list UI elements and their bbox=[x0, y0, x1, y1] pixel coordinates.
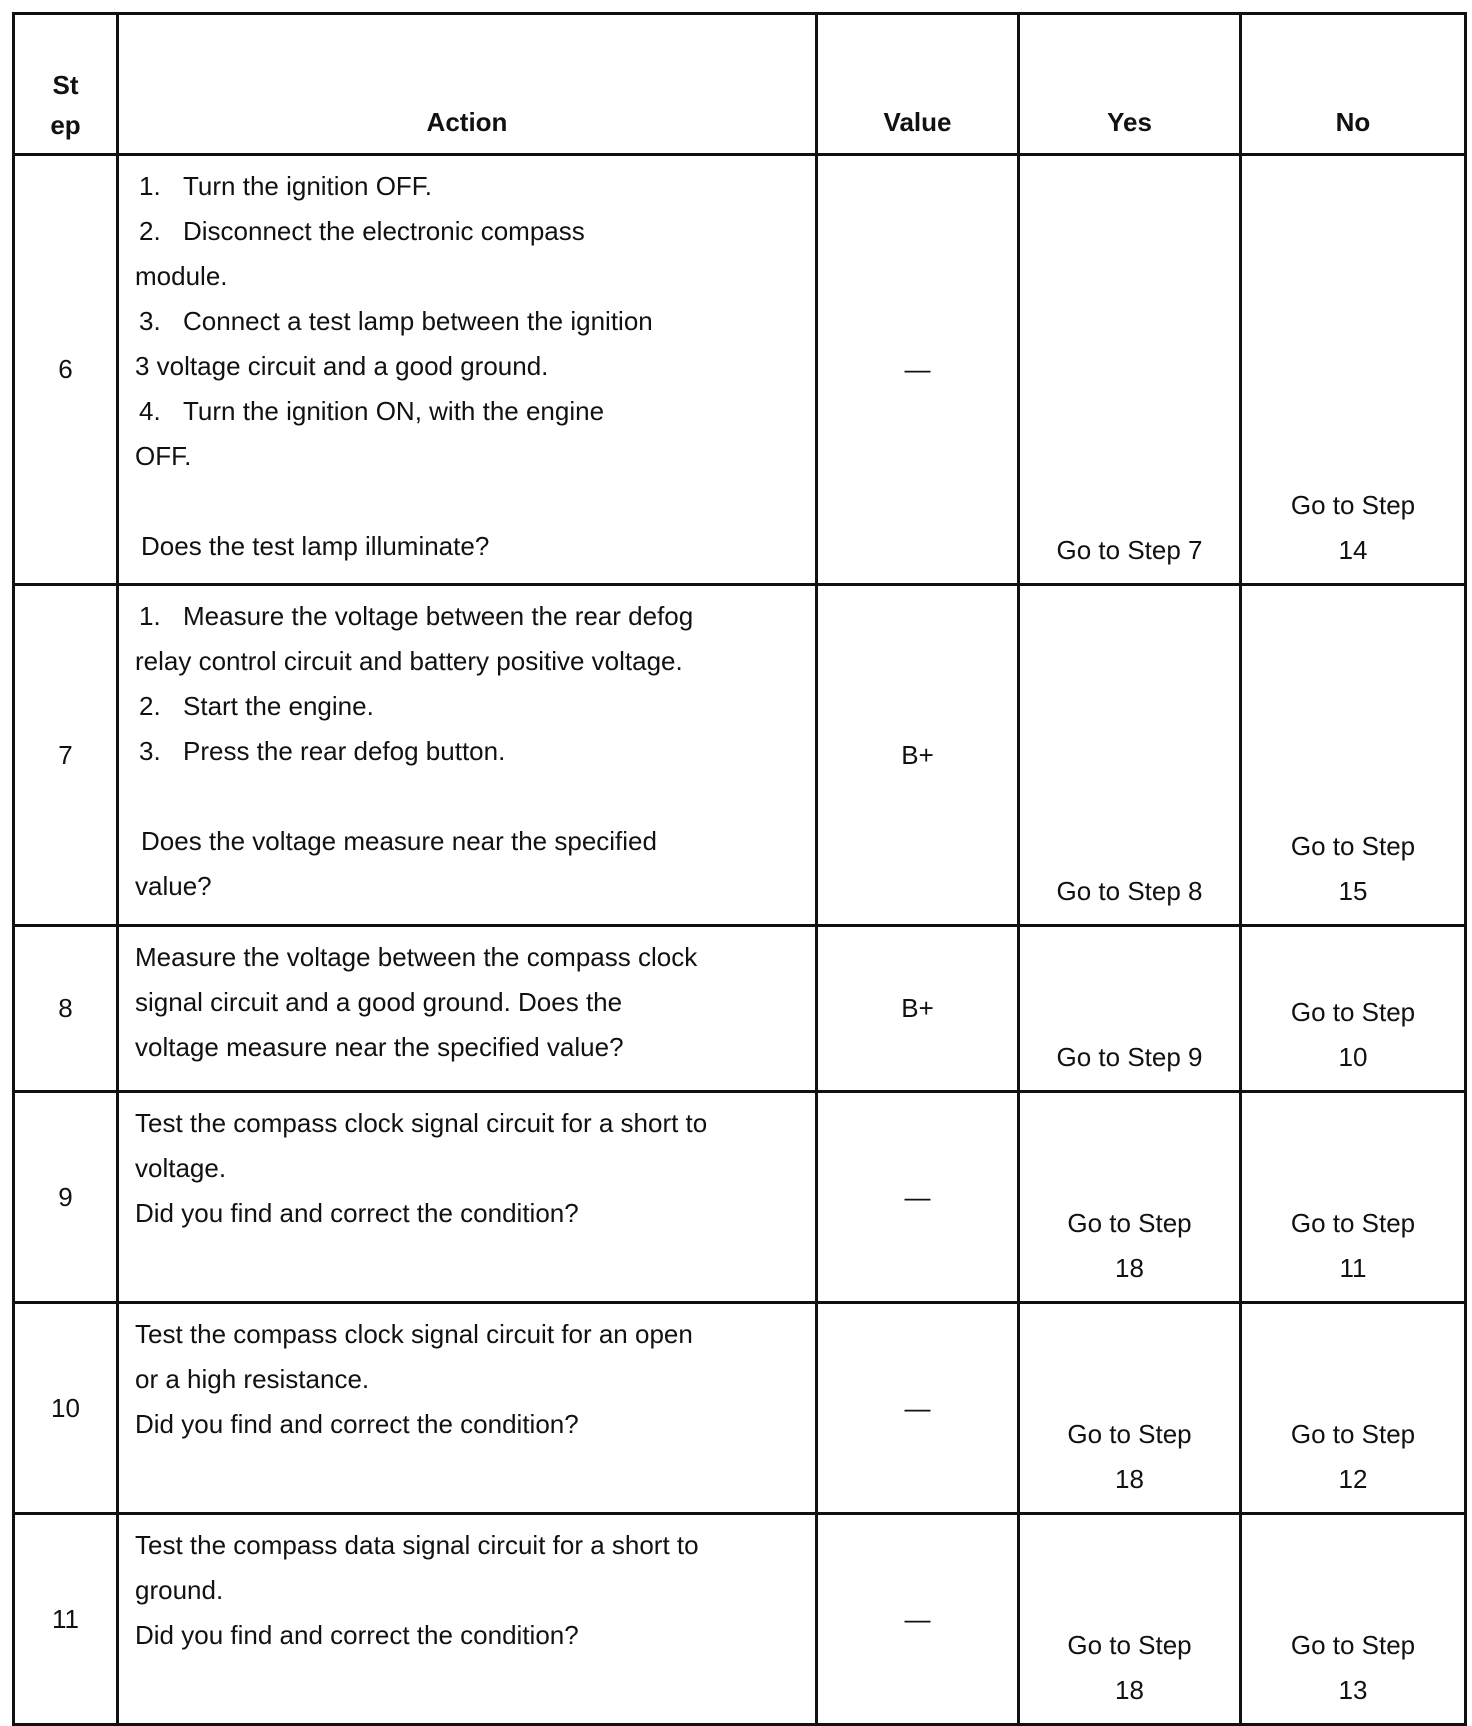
item-text: Measure the voltage between the rear defog bbox=[183, 601, 694, 631]
action-text: voltage. bbox=[135, 1153, 227, 1183]
yes-text: Go to Step 9 bbox=[1056, 1042, 1203, 1072]
header-step-line-2: ep bbox=[50, 110, 81, 140]
item-number: 1. bbox=[139, 601, 161, 631]
action-cell bbox=[118, 1303, 817, 1514]
yes-cell bbox=[1019, 1092, 1241, 1303]
action-line bbox=[135, 594, 801, 639]
diagnostic-table bbox=[12, 12, 1467, 1726]
action-text: Did you find and correct the condition? bbox=[135, 1409, 579, 1439]
action-text: Test the compass clock signal circuit for an open bbox=[135, 1319, 693, 1349]
yes-text: Go to Step bbox=[1067, 1208, 1192, 1238]
yes-text: Go to Step 8 bbox=[1056, 876, 1203, 906]
item-text: Connect a test lamp between the ignition bbox=[183, 306, 653, 336]
action-text: Test the compass data signal circuit for a short to bbox=[135, 1530, 699, 1560]
question-text: value? bbox=[135, 871, 212, 901]
header-action: Action bbox=[118, 14, 817, 155]
table-row bbox=[14, 1092, 1466, 1303]
value-cell: — bbox=[817, 1303, 1019, 1514]
no-text: Go to Step bbox=[1290, 1419, 1416, 1449]
yes-step-number: 18 bbox=[1115, 1253, 1144, 1283]
no-text: Go to Step bbox=[1290, 1208, 1416, 1238]
step-number: 7 bbox=[14, 585, 118, 926]
no-text: Go to Step bbox=[1290, 997, 1416, 1027]
item-number: 3. bbox=[139, 736, 161, 766]
yes-cell bbox=[1019, 1514, 1241, 1725]
no-cell bbox=[1241, 155, 1466, 585]
table-row bbox=[14, 155, 1466, 585]
no-text: Go to Step bbox=[1290, 831, 1416, 861]
value-cell: B+ bbox=[817, 585, 1019, 926]
value-cell: — bbox=[817, 155, 1019, 585]
action-cell bbox=[118, 155, 817, 585]
yes-text: Go to Step bbox=[1067, 1419, 1192, 1449]
yes-cell bbox=[1019, 1303, 1241, 1514]
question-text: Does the voltage measure near the specified bbox=[141, 826, 657, 856]
value-cell: B+ bbox=[817, 926, 1019, 1092]
step-number: 11 bbox=[14, 1514, 118, 1725]
no-text: Go to Step bbox=[1290, 490, 1416, 520]
value-cell: — bbox=[817, 1092, 1019, 1303]
no-cell bbox=[1241, 1092, 1466, 1303]
no-text: Go to Step bbox=[1290, 1630, 1416, 1660]
action-text: voltage measure near the specified value? bbox=[135, 1032, 624, 1062]
no-cell bbox=[1241, 1514, 1466, 1725]
item-text: Turn the ignition OFF. bbox=[183, 171, 433, 201]
action-text: ground. bbox=[135, 1575, 224, 1605]
no-cell bbox=[1241, 926, 1466, 1092]
yes-text: Go to Step bbox=[1067, 1630, 1192, 1660]
item-text: module. bbox=[135, 261, 228, 291]
item-text: OFF. bbox=[135, 441, 192, 471]
action-line bbox=[135, 209, 801, 254]
header-step-line-1: St bbox=[52, 70, 79, 100]
table-row bbox=[14, 1514, 1466, 1725]
item-text: Turn the ignition ON, with the engine bbox=[183, 396, 605, 426]
yes-cell bbox=[1019, 155, 1241, 585]
question-text: Does the test lamp illuminate? bbox=[141, 531, 490, 561]
action-text: Did you find and correct the condition? bbox=[135, 1198, 579, 1228]
action-text: or a high resistance. bbox=[135, 1364, 370, 1394]
step-number: 9 bbox=[14, 1092, 118, 1303]
table-row bbox=[14, 926, 1466, 1092]
action-cell bbox=[118, 1514, 817, 1725]
action-line bbox=[135, 299, 801, 344]
item-text: Start the engine. bbox=[183, 691, 374, 721]
action-text: signal circuit and a good ground. Does the bbox=[135, 987, 623, 1017]
header-value: Value bbox=[817, 14, 1019, 155]
yes-cell bbox=[1019, 585, 1241, 926]
action-line bbox=[135, 729, 801, 774]
no-step-number: 15 bbox=[1338, 876, 1368, 906]
action-text: Measure the voltage between the compass clock bbox=[135, 942, 698, 972]
no-cell bbox=[1241, 1303, 1466, 1514]
header-step bbox=[14, 14, 118, 155]
yes-cell bbox=[1019, 926, 1241, 1092]
yes-text: Go to Step 7 bbox=[1056, 535, 1203, 565]
no-cell bbox=[1241, 585, 1466, 926]
action-text: Did you find and correct the condition? bbox=[135, 1620, 579, 1650]
action-text: Test the compass clock signal circuit for a short to bbox=[135, 1108, 708, 1138]
no-step-number: 13 bbox=[1338, 1675, 1368, 1705]
no-step-number: 14 bbox=[1338, 535, 1368, 565]
item-number: 1. bbox=[139, 171, 161, 201]
item-text: relay control circuit and battery positive voltage. bbox=[135, 646, 683, 676]
value-cell: — bbox=[817, 1514, 1019, 1725]
table-row bbox=[14, 585, 1466, 926]
action-cell bbox=[118, 585, 817, 926]
action-line bbox=[135, 164, 801, 209]
no-step-number: 10 bbox=[1338, 1042, 1368, 1072]
item-text: Disconnect the electronic compass bbox=[183, 216, 585, 246]
no-step-number: 11 bbox=[1339, 1253, 1367, 1283]
action-cell bbox=[118, 926, 817, 1092]
table-row bbox=[14, 1303, 1466, 1514]
action-line bbox=[135, 684, 801, 729]
no-step-number: 12 bbox=[1338, 1464, 1368, 1494]
header-yes: Yes bbox=[1019, 14, 1241, 155]
step-number: 10 bbox=[14, 1303, 118, 1514]
header-no: No bbox=[1241, 14, 1466, 155]
item-number: 4. bbox=[139, 396, 161, 426]
step-number: 8 bbox=[14, 926, 118, 1092]
action-line bbox=[135, 389, 801, 434]
item-text: Press the rear defog button. bbox=[183, 736, 506, 766]
yes-step-number: 18 bbox=[1115, 1464, 1144, 1494]
item-number: 2. bbox=[139, 216, 161, 246]
item-number: 3. bbox=[139, 306, 161, 336]
item-number: 2. bbox=[139, 691, 161, 721]
action-cell bbox=[118, 1092, 817, 1303]
header-row bbox=[14, 14, 1466, 155]
yes-step-number: 18 bbox=[1115, 1675, 1144, 1705]
item-text: 3 voltage circuit and a good ground. bbox=[135, 351, 549, 381]
step-number: 6 bbox=[14, 155, 118, 585]
